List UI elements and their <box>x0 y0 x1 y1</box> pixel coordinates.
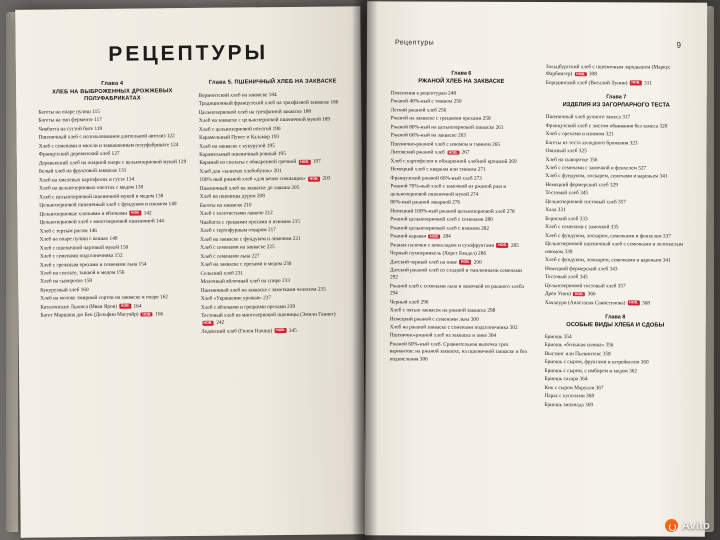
chapter-6-title: РЖАНОЙ ХЛЕБ НА ЗАКВАСКЕ <box>418 78 505 85</box>
toc-entry: Зальцбургский хлеб с пшеничным зародышем (Маркус Фарбингер) НОВ. 308 <box>545 64 671 78</box>
new-badge: НОВ. <box>130 210 140 215</box>
page-number: 9 <box>676 40 681 50</box>
toc-entry: Хлеб с орехами и изюмом 321 <box>545 131 614 138</box>
toc-entry: Вермонтский хлеб на закваске 184 <box>198 91 277 99</box>
new-badge: НОВ. <box>629 300 639 305</box>
column-2-entries <box>199 91 350 336</box>
toc-entry: Цельнозерновой пшеничный хлеб с семечками и золотистым изюмом 339 <box>545 241 684 255</box>
toc-entry: Кнк с сыром Маруали 367 <box>544 384 604 392</box>
chapter-7-title: ИЗДЕЛИЯ ИЗ ЗАГОРЛАРНОГО ТЕСТА <box>562 102 670 109</box>
toc-entry: Карамельный пшеничный ровный 195 <box>199 150 286 158</box>
toc-entry: Хлеб с фундуком, лоскарем, семечами и вареньем 341 <box>545 173 668 181</box>
left-column-2 <box>198 78 351 526</box>
toc-entry: Хлеб с тертым рисом 146 <box>39 227 97 235</box>
toc-entry: Дрён Уинк) НОВ. 366 <box>544 291 596 298</box>
toc-entry: Литовский ржаной хлеб НОВ. 267 <box>390 149 470 157</box>
left-page <box>15 6 366 538</box>
page-title: РЕЦЕПТУРЫ <box>108 41 269 66</box>
toc-entry: Хлеб на закваске с орехами и медом 230 <box>200 261 292 269</box>
toc-entry: Карамельный Пунет и Кальмар 193 <box>199 134 280 141</box>
toc-entry: Ржаной цельнозерновой хлеб с изюмом 282 <box>390 224 490 232</box>
column-8-entries <box>544 334 685 410</box>
new-badge: НОВ. <box>430 234 440 239</box>
toc-entry: Цельнозерновые хлопьями и яблоками НОВ. 142 <box>39 209 152 218</box>
toc-entry: Черный хлеб 296 <box>389 298 429 306</box>
chapter-7-heading <box>546 93 687 110</box>
toc-entry: Чиабатта с грецкими орехами и изюмом 215 <box>199 218 301 226</box>
toc-entry: Хлеб на закваске с цельнозерновой пшеничной мукой 189 <box>198 116 331 124</box>
toc-entry: Хлеб на пшеницы дурум 208 <box>199 193 265 201</box>
toc-entry: Бриошь 354 <box>544 333 572 340</box>
toc-entry: Хлеб с семенами и мюсли и заквашенным полуфабрикате 124 <box>38 141 179 150</box>
column-7-entries-top <box>546 64 687 88</box>
toc-entry: Хлеб на молоке тмирный сортов на закваске и опаре 162 <box>40 294 169 303</box>
toc-entry: Хлеб с тертофурным отваром 217 <box>200 227 276 235</box>
toc-entry: Черный пумперникель (Хорст Бандел) 286 <box>390 250 487 257</box>
toc-entry: Багеты на тип ферменте 117 <box>38 117 102 124</box>
toc-entry: Багеты из теста холодного брожения 323 <box>545 139 638 146</box>
toc-entry: Цельнозерновой хлеб на трехфазной закваске 188 <box>198 108 312 116</box>
toc-entry: Пшенично-ржаной хлеб с изюмом и тмином 265 <box>390 141 501 148</box>
toc-entry: Тостовый хлеб 345 <box>545 190 589 197</box>
toc-entry: Хлеб на хмелевых картофелях и густе 134 <box>38 176 135 184</box>
toc-entry: Бриошь «большая сковка» 356 <box>544 342 614 349</box>
toc-entry: Хлеб с семенами льна 227 <box>200 253 260 260</box>
avito-logo-icon <box>665 519 678 532</box>
toc-entry: Пшеничный хлеб на закваске до лаваша 205 <box>199 184 300 192</box>
right-page <box>365 1 707 536</box>
new-badge: НОВ. <box>574 291 584 296</box>
toc-entry: Хлеб с семенами на закваске 225 <box>200 244 275 252</box>
toc-entry: Хлеб «Украшение урожая» 237 <box>200 295 272 303</box>
toc-entry: Легкий ржаной хлеб 256 <box>390 107 447 114</box>
left-page-columns <box>38 78 352 527</box>
toc-entry: Датский ржаной хлеб со сладкой и тмиленными семенами 292 <box>389 267 522 281</box>
toc-entry: Немецкий фермерский хлеб 343 <box>544 265 618 272</box>
column-6-entries <box>390 90 532 363</box>
toc-entry: Ржаной 66%-ный на закваске 263 <box>390 132 466 140</box>
toc-entry: Пшеничный хлеб на закваске с заметками челюхом 235 <box>200 286 326 294</box>
toc-entry: Кукурузный хлеб 160 <box>40 287 89 294</box>
toc-entry: Бернский хлеб 333 <box>545 215 588 223</box>
toc-entry: Сельский хлеб 231 <box>200 270 244 277</box>
toc-entry: Бриошь с сыром, фруктами и штрейкелем 360 <box>544 359 649 366</box>
toc-entry: Хлеб на цельнозерновых опелтах с медом 138 <box>39 184 144 192</box>
toc-entry: Хлеб на сыворотке 158 <box>40 278 93 286</box>
toc-entry: Каталонские Льюиса (Иван Яров) НОВ. 164 <box>40 303 142 311</box>
new-badge: НОВ. <box>631 80 641 85</box>
toc-entry: Ржаной цельнозерновой хлеб с семенами 280 <box>390 216 493 223</box>
toc-entry: Французский ржаной 66%-ный хлеб 273 <box>390 175 482 182</box>
toc-entry: Белый хлеб на фруктовой закваске 131 <box>38 167 127 175</box>
toc-entry: Хлеб с цельнозерновой опелтой 190 <box>198 125 281 133</box>
toc-entry: Карамай из спельты с обжаренной гречной НОВ. 197 <box>199 159 321 167</box>
chapter-6-number: Глава 6 <box>451 70 472 77</box>
toc-entry: Немецкий хлеб с кваркам или тмином 271 <box>390 166 486 174</box>
toc-entry: Бриошь с сыром, с имбирем и медом 362 <box>544 367 638 375</box>
chapter-4-label: Глава 4 <box>101 80 124 87</box>
toc-entry: Хлеб с семенами с замочкой и фенхелем 327 <box>545 165 647 172</box>
toc-entry: Немецкий 100%-ный ржаной цельнозерновой хлеб 278 <box>390 207 515 215</box>
toc-entry: 100% ный ржаной хлеб «для вечно спешащих» НОВ. 203 <box>199 175 331 184</box>
avito-watermark <box>665 519 710 532</box>
toc-entry: Пшенично-ржаной хлеб на закваске и пиве 304 <box>389 332 497 340</box>
toc-entry: Пшеничный хлеб ручного замеса 317 <box>545 114 631 121</box>
toc-entry: Тостовый хлеб 345 <box>544 274 588 281</box>
chapter-5-title: Глава 5. ПШЕНИЧНЫЙ ХЛЕБ НА ЗАКВАСКЕ <box>208 78 337 86</box>
toc-entry: Традиционный французский хлеб на трехфазной закваске 186 <box>198 99 339 107</box>
toc-entry: Бриошь зипанада 369 <box>544 401 594 408</box>
right-column-2 <box>544 64 687 525</box>
toc-entry: Ржаной 70%-ный хлеб с замочкой из ржаной ржи и цельнозерновой пшеничной мукой 274 <box>390 183 507 198</box>
toc-entry: Хлеб на закваске с кукурузой 195 <box>199 142 275 150</box>
chapter-8-heading <box>545 313 686 330</box>
toc-entry: Овсяный хлеб 325 <box>545 148 587 155</box>
toc-entry: Хлеб с золотистыми лавкою 212 <box>199 210 273 218</box>
toc-entry: Бриошь сахара 364 <box>544 376 588 383</box>
toc-entry: Хала 331 <box>545 207 566 214</box>
toc-entry: Хлеб на спельте, тыквой и медом 156 <box>39 269 125 277</box>
toc-entry: Хлеб на сыворотке 356 <box>545 156 598 163</box>
toc-entry: Цельнозерновой тостовый хлеб 357 <box>545 198 626 206</box>
column-1-heading <box>38 80 187 104</box>
toc-entry: Парас с куполами 368 <box>544 393 595 400</box>
right-page-columns <box>389 63 687 524</box>
toc-entry: Багеты на закваске 210 <box>199 202 252 209</box>
new-badge: НОВ. <box>309 176 319 181</box>
right-column-1 <box>389 63 532 524</box>
toc-entry: Цельнозерновой хлеб с многозерновой пшеничной 144 <box>39 218 164 226</box>
toc-entry: Ржаная палочки с шоколадом и сухофруктами НОВ. 285 <box>390 241 519 249</box>
toc-entry: Цельнозерновой тостовый хлеб 357 <box>544 282 626 289</box>
new-badge: НОВ. <box>142 312 152 317</box>
toc-entry: Хлеб с фундуком, ложкарем, семечками и вареньем 341 <box>545 257 671 264</box>
toc-entry: Хлеб с яблоками и грецкими орехами 239 <box>200 303 296 311</box>
toc-entry: Хлеб с фундуком, лоскарем, семечками и фенхелем 337 <box>545 232 671 240</box>
toc-entry: Немецкий ржаной с семенами льна 300 <box>389 315 479 323</box>
toc-entry: 80%-ный ржаной заварной 276 <box>390 199 461 206</box>
toc-entry: Хлеб с картофелем и обжаренной хлебной крошкой 269 <box>390 158 517 165</box>
toc-entry: Багет Маршана дю Бек (Дельфин Магуайр) НОВ. 166 <box>40 311 164 319</box>
toc-entry: Датский черный хлеб на пиве НОВ. 290 <box>390 258 482 266</box>
column-7-entries <box>545 114 687 307</box>
toc-entry: Французский деревенский хлеб 127 <box>38 150 120 158</box>
toc-entry: Багеты на опаре пулиш 115 <box>38 108 100 116</box>
toc-entry: Цельнозерновой пшеничный хлеб с фундуком и изюмом 140 <box>39 201 177 209</box>
toc-entry: Ржаной хлеб с семенами льна и замочкой из ржаного хлеба 294 <box>389 283 524 297</box>
toc-entry: Бородинский хлеб (Виталий Лунин) НОВ. 311 <box>545 79 652 87</box>
toc-entry: Ржаной 60%-ный хлеб. Сравнительная выпечка трех вариантов: на ржаной закваске, на пшеничной закваске и без подкисления 306 <box>389 341 528 363</box>
new-badge: НОВ. <box>300 159 310 164</box>
toc-entry: Хлеб с гречаным орехами и семенами льна 154 <box>39 260 147 269</box>
toc-entry: Ржаной караваи НОВ. 284 <box>390 233 451 240</box>
chapter-8-number: Глава 8 <box>605 314 626 321</box>
toc-entry: Деревенский хлеб на опарной опаре с цельнозерновой мукой 129 <box>38 158 187 167</box>
toc-entry: Хлеб с пятью заквасок на ржаной закваске 298 <box>389 307 496 314</box>
toc-entry: Хлеб на опаре пулиш с кешью 148 <box>39 235 118 243</box>
new-badge: НОВ. <box>448 150 458 155</box>
avito-watermark-text: Avito <box>681 519 710 532</box>
new-badge: НОВ. <box>276 328 286 333</box>
chapter-8-title: ОСОБЫЕ ВИДЫ ХЛЕБА И СДОБЫ <box>566 321 665 329</box>
column-1-entries <box>38 108 189 320</box>
toc-entry: Ржаной 80%-ный на цельнозерновой закваске 261 <box>390 124 504 131</box>
new-badge: НОВ. <box>460 259 470 264</box>
new-badge: НОВ. <box>498 242 508 247</box>
toc-entry: Хлеб с цельнозерновой пшеничной мукой и медом 138 <box>39 192 164 201</box>
toc-entry: Хлеб с семенами подсолнечника 152 <box>39 252 123 260</box>
toc-entry: Хачапури (Анастасия Савистунова) НОВ. 368 <box>544 299 650 307</box>
chapter-4-title: ХЛЕБ НА ВЫБРОЖЕННЫХ ДРОЖЖЕВЫХ ПОЛУФАБРИКАТАХ <box>52 87 173 103</box>
chapter-6-heading <box>391 69 532 86</box>
toc-entry: Чиабатта на густой биге 119 <box>38 125 103 133</box>
new-badge: НОВ. <box>203 320 213 325</box>
toc-entry: Хлеб на закваске с фундуком и лимоном 221 <box>200 235 301 243</box>
toc-entry: Хлеб с семенами с замочкой 335 <box>545 224 619 231</box>
chapter-7-number: Глава 7 <box>606 94 627 101</box>
toc-entry: Хлеб на ржаной закваске с семенами подсолнечника 302 <box>389 324 518 331</box>
left-column-1 <box>38 80 191 528</box>
toc-entry: Лодевский хлеб (Гилен Накиш) НОВ. 245 <box>201 327 297 335</box>
toc-entry: Пшеничный хлеб с использованием длительной автолиз 122 <box>38 133 175 141</box>
running-head: Рецептуры <box>394 39 435 47</box>
toc-entry: Выстинг или Пьевинтекс 358 <box>544 350 611 358</box>
new-badge: НОВ. <box>120 304 130 309</box>
toc-entry: Ржаной 40%-ный с тмином 250 <box>390 98 462 106</box>
toc-entry: Пояснения к рецептурам 248 <box>390 90 456 97</box>
column-2-heading <box>198 78 347 87</box>
toc-entry: Ржаной на закваске с грецкими орехами 258 <box>390 115 491 123</box>
toc-entry: Молочный яблочный хлеб на спире 233 <box>200 278 290 286</box>
toc-entry: Тостовый хлеб из многозерновой пшеницы (Эмили Ганнет) НОВ. 242 <box>200 311 336 327</box>
toc-entry: Немецкий фермерский хлеб 329 <box>545 181 618 189</box>
toc-entry: Хлеб с пшеничной чартовой мукой 150 <box>39 244 129 252</box>
new-badge: НОВ. <box>576 71 586 76</box>
toc-entry: Французский хлеб с листом обвивания без замеса 320 <box>545 122 668 130</box>
toc-entry: Хлеб для «залитых хлебобулок» 201 <box>199 167 282 175</box>
